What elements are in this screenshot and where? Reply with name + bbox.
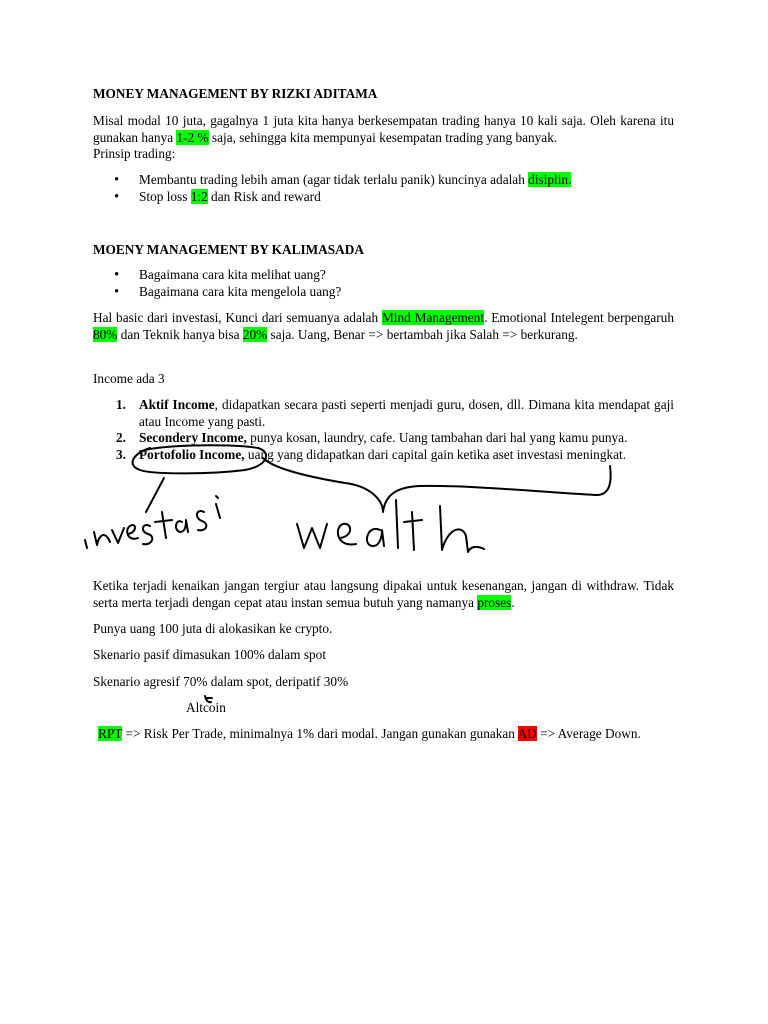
highlight-percent: 1-2 % xyxy=(176,129,209,145)
highlight-disiplin: disiplin. xyxy=(528,172,572,187)
highlight-ad: AD xyxy=(517,726,537,741)
income-list xyxy=(93,397,674,463)
paragraph-kenaikan: Ketika terjadi kenaikan jangan tergiur atau langsung dipakai untuk kesenangan, jangan di withdraw. Tidak serta merta terjadi dengan cepat atau instan semua butuh yang namanya proses. xyxy=(93,578,674,610)
highlight-rpt: RPT xyxy=(98,726,123,741)
paragraph-basic-investasi: Hal basic dari investasi, Kunci dari semuanya adalah Mind Management. Emotional Intelegent berpengaruh 80% dan Teknik hanya bisa 20% saja. Uang, Benar => bertambah jika Salah => berkurang. xyxy=(93,310,674,342)
highlight-proses: proses xyxy=(477,594,512,610)
ink-word-wealth xyxy=(297,500,484,552)
income-intro: Income ada 3 xyxy=(93,371,165,386)
ink-slash xyxy=(146,478,164,512)
highlight-ratio: 1:2 xyxy=(190,188,208,204)
section-title-kalimasada: MOENY MANAGEMENT BY KALIMASADA xyxy=(93,242,364,257)
list-item: • Membantu trading lebih aman (agar tidak terlalu panik) kuncinya adalah disiplin. xyxy=(93,172,674,189)
ink-word-investasi xyxy=(85,496,220,548)
line-skenario-pasif: Skenario pasif dimasukan 100% dalam spot xyxy=(93,647,327,662)
highlight-20: 20% xyxy=(242,326,268,342)
highlight-mind-management: Mind Management xyxy=(381,310,485,325)
ink-brace xyxy=(263,458,611,512)
bullet-list-uang xyxy=(93,267,674,300)
paragraph-modal: Misal modal 10 juta, gagalnya 1 juta kita hanya berkesempatan trading hanya 10 kali saja. Oleh karena itu gunakan hanya 1-2 % saja, sehingga kita mempunyai kesempatan trading yang banyak. Prinsip trading: xyxy=(93,113,674,161)
section-title-rizki: MONEY MANAGEMENT BY RIZKI ADITAMA xyxy=(93,86,378,101)
bullet-list-trading xyxy=(93,172,674,205)
list-item: • Stop loss 1:2 dan Risk and reward xyxy=(93,189,674,206)
list-item: • Bagaimana cara kita mengelola uang? xyxy=(93,284,674,301)
highlight-80: 80% xyxy=(93,326,118,342)
line-crypto: Punya uang 100 juta di alokasikan ke crypto. xyxy=(93,621,333,636)
paragraph-rpt: RPT => Risk Per Trade, minimalnya 1% dari modal. Jangan gunakan gunakan AD => Average Down. xyxy=(98,726,641,741)
line-skenario-agresif: Skenario agresif 70% dalam spot, deripatif 30% xyxy=(93,674,349,689)
list-item: 1. Aktif Income, didapatkan secara pasti seperti menjadi guru, dosen, dll. Dimana kita mendapat gaji atau Income yang pasti. xyxy=(116,397,674,429)
line-altcoin: Altcoin xyxy=(186,700,226,715)
list-item: 3. Portofolio Income, uang yang didapatkan dari capital gain ketika aset investasi meningkat. xyxy=(116,446,627,462)
list-item: • Bagaimana cara kita melihat uang? xyxy=(93,267,674,284)
list-item: 2. Secondery Income, punya kosan, laundry, cafe. Uang tambahan dari hal yang kamu punya. xyxy=(116,430,628,445)
